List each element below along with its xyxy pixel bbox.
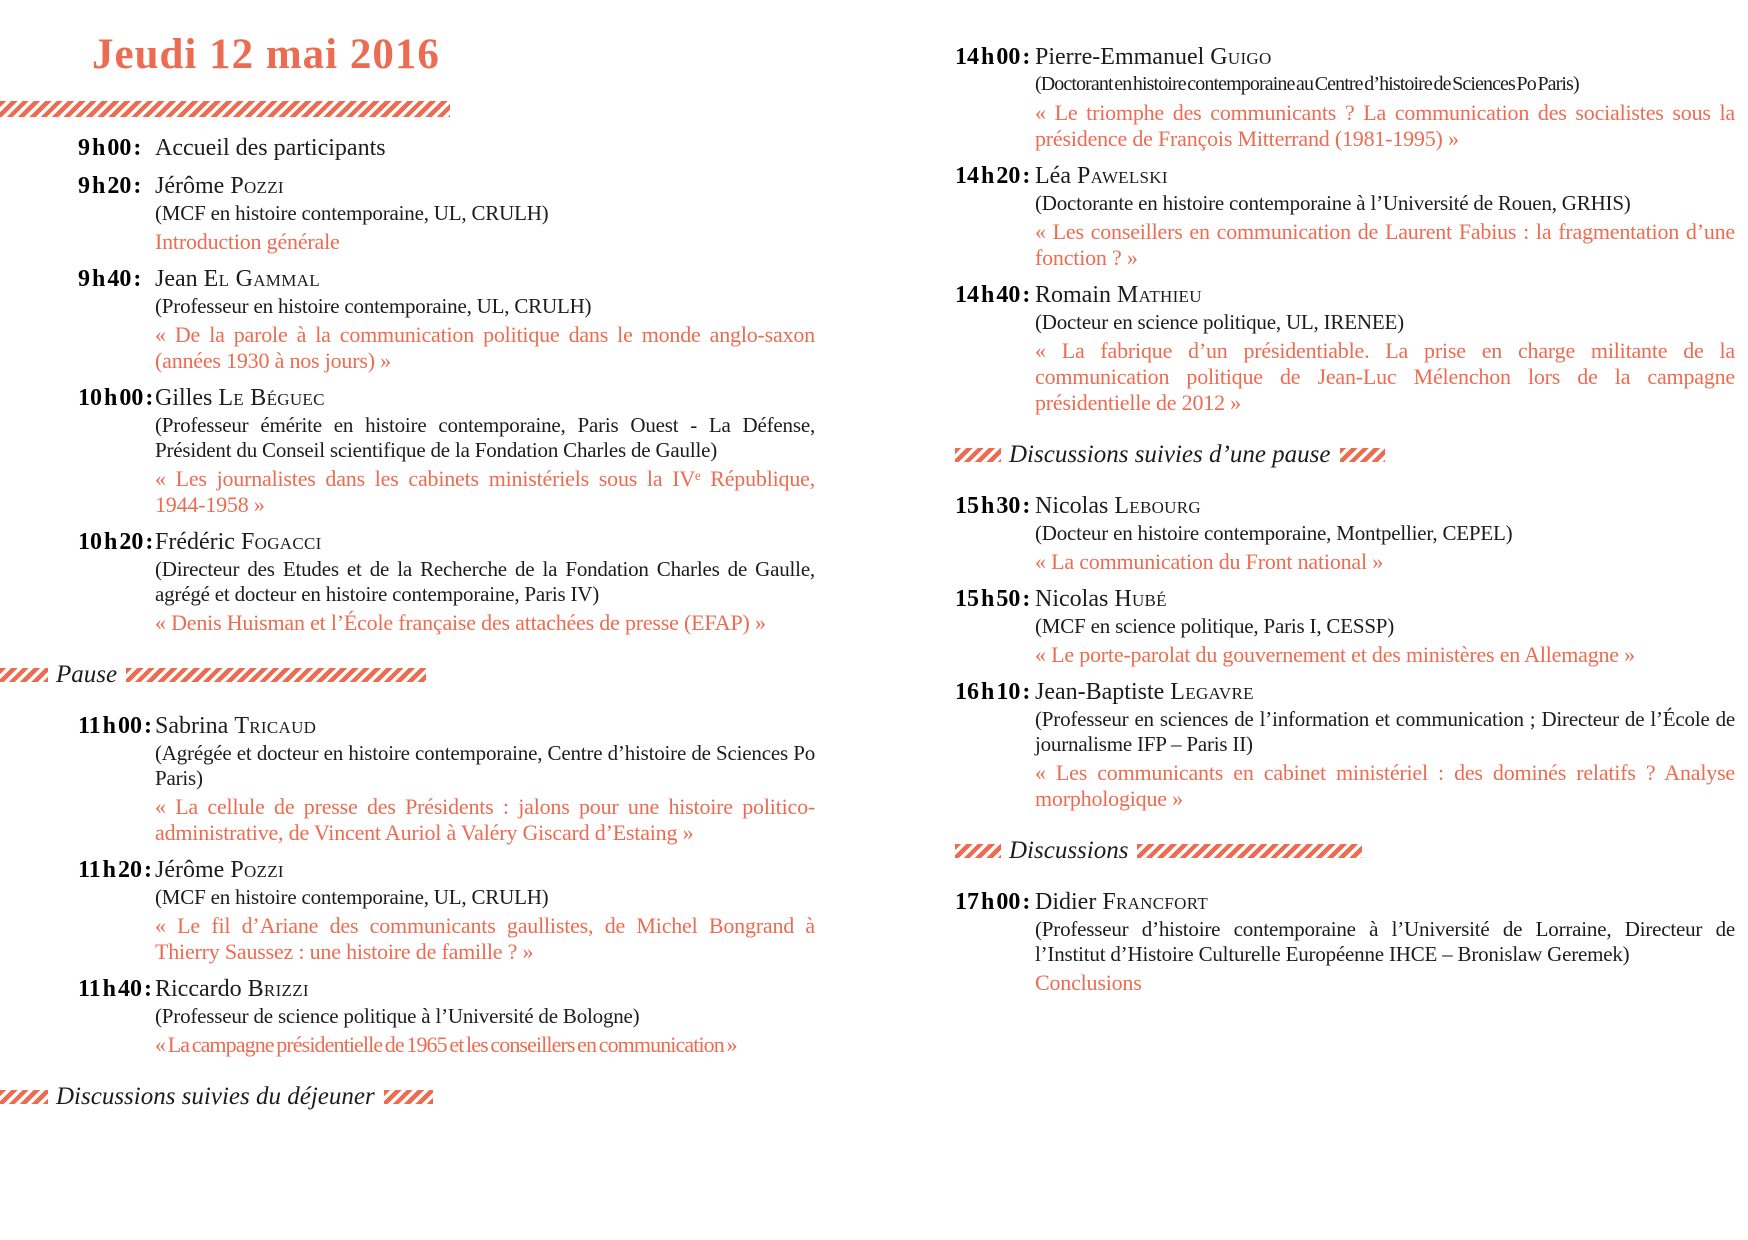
speaker-affiliation: (Doctorant en histoire contemporaine au Centre d’histoire de Sciences Po Paris) bbox=[1035, 73, 1579, 95]
entry-speaker-line bbox=[155, 384, 815, 412]
entry-plain-title: Accueil des participants bbox=[155, 135, 386, 161]
speaker-last-name: Le Béguec bbox=[218, 385, 325, 411]
entry-body bbox=[155, 384, 815, 518]
speaker-first-name: Jean bbox=[155, 266, 198, 292]
program-entry bbox=[78, 134, 815, 162]
speaker-affiliation: (MCF en histoire contemporaine, UL, CRULH) bbox=[155, 201, 549, 225]
entry-time: 11 h 40 : bbox=[78, 976, 153, 1002]
entry-speaker-line bbox=[155, 134, 815, 162]
speaker-affiliation: (MCF en science politique, Paris I, CESSP) bbox=[1035, 614, 1395, 638]
title-hatch-rule bbox=[0, 101, 450, 117]
entry-speaker-line bbox=[1035, 43, 1735, 71]
talk-title: « La cellule de presse des Présidents : jalons pour une histoire politico-administrative, de Vincent Auriol à Valéry Giscard d’Estaing » bbox=[155, 794, 815, 845]
program-entry bbox=[78, 856, 815, 965]
program-entry bbox=[955, 43, 1735, 152]
entry-speaker-line bbox=[155, 856, 815, 884]
entry-time: 14 h 00 : bbox=[955, 44, 1031, 70]
speaker-last-name: Mathieu bbox=[1117, 282, 1202, 308]
hatch-stripe-right bbox=[384, 1090, 433, 1104]
speaker-affiliation: (Professeur en sciences de l’information et communication ; Directeur de l’École de journalisme IFP – Paris II) bbox=[1035, 707, 1735, 756]
speaker-first-name: Frédéric bbox=[155, 529, 235, 555]
speaker-first-name: Gilles bbox=[155, 385, 213, 411]
speaker-affiliation: (Professeur de science politique à l’Université de Bologne) bbox=[155, 1004, 640, 1028]
afternoon-entries bbox=[955, 43, 1735, 996]
program-entry bbox=[78, 528, 815, 636]
talk-title: « Les communicants en cabinet ministériel : des dominés relatifs ? Analyse morphologique » bbox=[1035, 760, 1735, 811]
speaker-first-name: Jérôme bbox=[155, 173, 225, 199]
hatch-stripe-right bbox=[1340, 448, 1385, 462]
hatch-stripe-left bbox=[955, 844, 1001, 858]
entry-body bbox=[1035, 162, 1735, 271]
program-entry bbox=[955, 678, 1735, 812]
speaker-last-name: Fogacci bbox=[240, 529, 322, 555]
program-entry bbox=[955, 281, 1735, 416]
speaker-affiliation: (Professeur émérite en histoire contemporaine, Paris Ouest - La Défense, Président du Conseil scientifique de la Fondation Charles de Gaulle) bbox=[155, 413, 815, 462]
program-entry bbox=[955, 162, 1735, 271]
speaker-affiliation: (Docteur en science politique, UL, IRENEE) bbox=[1035, 310, 1404, 334]
entry-speaker-line bbox=[1035, 492, 1735, 520]
speaker-first-name: Nicolas bbox=[1035, 493, 1109, 519]
hatch-stripe-left bbox=[0, 1090, 48, 1104]
speaker-first-name: Pierre-Emmanuel bbox=[1035, 44, 1205, 70]
entry-time: 11 h 00 : bbox=[78, 713, 153, 739]
talk-title: « La fabrique d’un présidentiable. La prise en charge militante de la communication politique de Jean-Luc Mélenchon lors de la campagne présidentielle de 2012 » bbox=[1035, 338, 1735, 415]
entry-body bbox=[155, 134, 815, 162]
entry-body bbox=[1035, 492, 1735, 575]
speaker-last-name: El Gammal bbox=[203, 266, 320, 292]
program-entry bbox=[78, 265, 815, 374]
entry-speaker-line bbox=[155, 265, 815, 293]
speaker-last-name: Francfort bbox=[1102, 889, 1209, 915]
speaker-first-name: Léa bbox=[1035, 163, 1071, 189]
speaker-affiliation: (Professeur d’histoire contemporaine à l’Université de Lorraine, Directeur de l’Institut d’Histoire Culturelle Européenne IHCE – Bronislaw Geremek) bbox=[1035, 917, 1735, 966]
session-divider-label: Discussions suivies d’une pause bbox=[1009, 441, 1331, 468]
morning-entries bbox=[56, 134, 815, 1112]
entry-time: 14 h 40 : bbox=[955, 282, 1031, 308]
entry-body bbox=[155, 856, 815, 965]
program-entry bbox=[955, 585, 1735, 668]
speaker-first-name: Jérôme bbox=[155, 857, 225, 883]
talk-title: « La campagne présidentielle de 1965 et les conseillers en communication » bbox=[155, 1032, 737, 1057]
entry-speaker-line bbox=[155, 712, 815, 740]
speaker-affiliation: (Docteur en histoire contemporaine, Montpellier, CEPEL) bbox=[1035, 521, 1513, 545]
talk-title: « Denis Huisman et l’École française des attachées de presse (EFAP) » bbox=[155, 610, 766, 635]
speaker-affiliation: (Directeur des Etudes et de la Recherche de la Fondation Charles de Gaulle, agrégé et docteur en histoire contemporaine, Paris IV) bbox=[155, 557, 815, 606]
speaker-affiliation: (MCF en histoire contemporaine, UL, CRULH) bbox=[155, 885, 549, 909]
program-entry bbox=[78, 712, 815, 846]
program-entry bbox=[78, 172, 815, 255]
talk-title: « La communication du Front national » bbox=[1035, 549, 1383, 574]
entry-time: 15 h 30 : bbox=[955, 493, 1031, 519]
entry-speaker-line bbox=[1035, 888, 1735, 916]
entry-body bbox=[155, 975, 815, 1058]
entry-time: 14 h 20 : bbox=[955, 163, 1031, 189]
speaker-first-name: Jean-Baptiste bbox=[1035, 679, 1165, 705]
entry-time: 16 h 10 : bbox=[955, 679, 1031, 705]
entry-speaker-line bbox=[1035, 678, 1735, 706]
entry-body bbox=[1035, 888, 1735, 996]
entry-body bbox=[1035, 585, 1735, 668]
session-divider bbox=[955, 440, 1735, 470]
program-entry bbox=[78, 975, 815, 1058]
speaker-last-name: Hubé bbox=[1114, 586, 1167, 612]
session-divider bbox=[955, 836, 1735, 866]
program-entry bbox=[78, 384, 815, 518]
entry-body bbox=[1035, 281, 1735, 416]
entry-speaker-line bbox=[1035, 281, 1735, 309]
speaker-first-name: Romain bbox=[1035, 282, 1111, 308]
entry-body bbox=[155, 265, 815, 374]
talk-title: « Les conseillers en communication de Laurent Fabius : la fragmentation d’une fonction ? » bbox=[1035, 219, 1735, 270]
speaker-last-name: Guigo bbox=[1210, 44, 1272, 70]
entry-time: 9 h 20 : bbox=[78, 173, 142, 199]
entry-body bbox=[155, 712, 815, 846]
program-entry bbox=[955, 492, 1735, 575]
speaker-affiliation: (Professeur en histoire contemporaine, UL, CRULH) bbox=[155, 294, 592, 318]
entry-speaker-line bbox=[155, 172, 815, 200]
session-divider bbox=[0, 1082, 815, 1112]
page-title: Jeudi 12 mai 2016 bbox=[92, 31, 440, 78]
talk-title: « Le porte-parolat du gouvernement et des ministères en Allemagne » bbox=[1035, 642, 1635, 667]
entry-time: 17 h 00 : bbox=[955, 889, 1031, 915]
speaker-last-name: Pawelski bbox=[1076, 163, 1168, 189]
entry-speaker-line bbox=[155, 975, 815, 1003]
speaker-last-name: Pozzi bbox=[230, 857, 284, 883]
entry-speaker-line bbox=[155, 528, 815, 556]
speaker-last-name: Lebourg bbox=[1114, 493, 1201, 519]
session-divider-label: Discussions suivies du déjeuner bbox=[56, 1083, 375, 1110]
speaker-last-name: Legavre bbox=[1170, 679, 1254, 705]
entry-time: 11 h 20 : bbox=[78, 857, 153, 883]
speaker-first-name: Riccardo bbox=[155, 976, 242, 1002]
speaker-last-name: Tricaud bbox=[234, 713, 317, 739]
speaker-affiliation: (Doctorante en histoire contemporaine à l’Université de Rouen, GRHIS) bbox=[1035, 191, 1631, 215]
session-divider-label: Pause bbox=[56, 661, 118, 688]
talk-title: Introduction générale bbox=[155, 229, 340, 254]
speaker-first-name: Nicolas bbox=[1035, 586, 1109, 612]
speaker-affiliation: (Agrégée et docteur en histoire contemporaine, Centre d’histoire de Sciences Po Paris) bbox=[155, 741, 815, 790]
entry-time: 9 h 40 : bbox=[78, 266, 142, 292]
speaker-last-name: Brizzi bbox=[247, 976, 309, 1002]
session-divider-label: Discussions bbox=[1009, 837, 1129, 864]
speaker-first-name: Sabrina bbox=[155, 713, 229, 739]
entry-body bbox=[1035, 678, 1735, 812]
talk-title: « De la parole à la communication politique dans le monde anglo-saxon (années 1930 à nos jours) » bbox=[155, 322, 815, 373]
hatch-stripe-left bbox=[955, 448, 1001, 462]
entry-speaker-line bbox=[1035, 585, 1735, 613]
speaker-last-name: Pozzi bbox=[230, 173, 284, 199]
program-entry bbox=[955, 888, 1735, 996]
session-divider bbox=[0, 660, 815, 690]
talk-title: « Les journalistes dans les cabinets ministériels sous la IVᵉ République, 1944-1958 » bbox=[155, 466, 815, 517]
entry-body bbox=[155, 172, 815, 255]
talk-title: « Le triomphe des communicants ? La communication des socialistes sous la présidence de François Mitterrand (1981-1995) » bbox=[1035, 100, 1735, 151]
hatch-stripe-right bbox=[126, 668, 426, 682]
entry-time: 10 h 00 : bbox=[78, 385, 154, 411]
talk-title: « Le fil d’Ariane des communicants gaullistes, de Michel Bongrand à Thierry Saussez : une histoire de famille ? » bbox=[155, 913, 815, 964]
entry-speaker-line bbox=[1035, 162, 1735, 190]
program-column-afternoon bbox=[870, 43, 1738, 1006]
entry-body bbox=[1035, 43, 1735, 152]
entry-body bbox=[155, 528, 815, 636]
entry-time: 9 h 00 : bbox=[78, 135, 142, 161]
entry-time: 15 h 50 : bbox=[955, 586, 1031, 612]
speaker-first-name: Didier bbox=[1035, 889, 1097, 915]
hatch-stripe-right bbox=[1137, 844, 1362, 858]
entry-time: 10 h 20 : bbox=[78, 529, 154, 555]
hatch-stripe-left bbox=[0, 668, 48, 682]
program-column-morning bbox=[56, 134, 815, 1134]
talk-title: Conclusions bbox=[1035, 970, 1142, 995]
